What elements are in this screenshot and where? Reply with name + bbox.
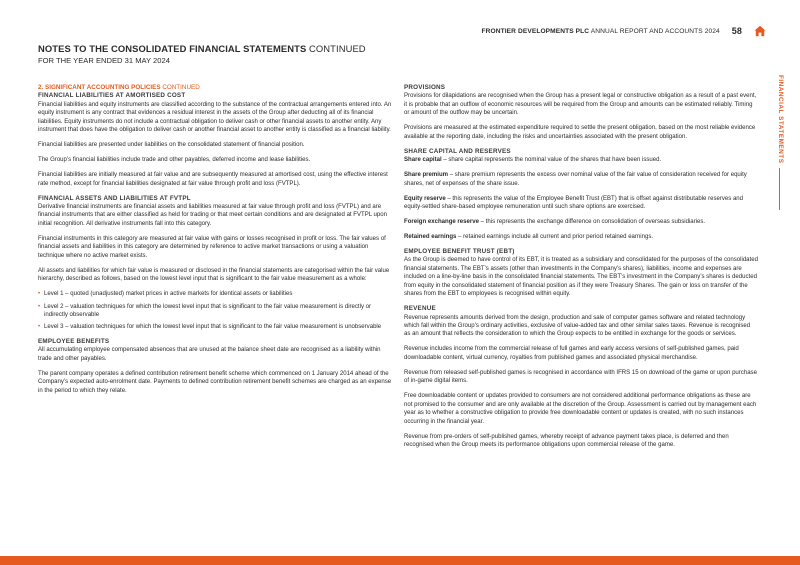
term-text: – this represents the exchange difference on consolidation of overseas subsidiaries. [478, 218, 706, 225]
paragraph: Provisions for dilapidations are recognised when the Group has a present legal or constructive obligation as a result of a past event, it is probable that an outflow of economic resources will be required from the Group and amounts can be estimated reliably. Timing or amount of the outflow may be uncertain. [404, 93, 757, 117]
title-continued: CONTINUED [309, 43, 366, 54]
term-label: Equity reserve [404, 195, 446, 202]
section-title: 2. SIGNIFICANT ACCOUNTING POLICIES [38, 84, 161, 91]
paragraph: Revenue from released self-published games is recognised in accordance with IFRS 15 on download of the game or upon purchase of in-game digital items. [404, 369, 757, 385]
page-number: 58 [731, 26, 742, 36]
term-text: – share capital represents the nominal value of the shares that have been issued. [441, 157, 662, 164]
side-tab-marker [779, 168, 780, 210]
heading-share-capital: SHARE CAPITAL AND RESERVES [404, 147, 511, 155]
paragraph: As the Group is deemed to have control of its EBT, it is treated as a subsidiary and consolidated for the purposes of the consolidated financial statements. The EBT’s assets (other than investments in the Company’s shares), liabilities, income and expenses are included on a line-by-line basis in the consolidated financial statements. The EBT’s investment in the Company’s shares is deducted from equity in the consolidated statement of financial position as if they were Treasury Shares. The gain or loss on transfer of the shares from the EBT to employees is recognised within equity. [404, 257, 758, 298]
section-side-tab[interactable] [777, 75, 787, 165]
page-header [482, 25, 766, 37]
header-text [482, 28, 720, 35]
company-name: FRONTIER DEVELOPMENTS PLC [481, 27, 590, 35]
paragraph: Financial liabilities are presented under liabilities on the consolidated statement of financial position. [38, 142, 305, 149]
heading-financial-liabilities: FINANCIAL LIABILITIES AT AMORTISED COST [38, 92, 186, 100]
term-text: – share premium represents the excess over nominal value of the fair value of consideration received for equity shares, net of expenses of the share issue. [404, 172, 747, 187]
report-name: ANNUAL REPORT AND ACCOUNTS 2024 [590, 27, 720, 35]
list-item: • Level 3 – valuation techniques for which the lowest level input that is significant to the fair value measurement is unobservable [38, 323, 392, 331]
section-continued: CONTINUED [162, 84, 200, 91]
paragraph: Financial liabilities are initially measured at fair value and are subsequently measured at amortised cost, using the effective interest rate method, except for financial liabilities designated at fair value through profit and loss (FVTPL). [38, 172, 388, 187]
paragraph: Financial liabilities and equity instruments are classified according to the substance of the contractual arrangements entered into. An equity instrument is any contract that evidences a residual interest in the assets of the Group after deducting all of its financial liabilities. Equity instruments do not include a contractual obligation to deliver cash or other financial assets to another entity. Any instrument that does have the obligation to deliver cash or another financial asset to another entity is classified as a financial liability. [38, 101, 392, 134]
term-text: – this represents the value of the Employee Benefit Trust (EBT) that is offset against distributable reserves and equity-settled share-based employee remuneration until such share options are exercised. [404, 195, 744, 210]
paragraph: Provisions are measured at the estimated expenditure required to settle the present obligation, based on the most reliable evidence available at the reporting date, including the risks and uncertainties associated with the present obligation. [404, 125, 756, 140]
paragraph: Derivative financial instruments are financial assets and liabilities measured at fair value through profit and loss (FVTPL) and are financial instruments that are either classified as held for trading or that meet certain conditions and are designated at FVTPL upon initial recognition. All derivative instruments fall into this category. [38, 203, 388, 227]
paragraph: Revenue includes income from the commercial release of full games and early access versions of self-published games, paid downloadable content, virtual currency, royalties from published games and associated physical merchandise. [404, 346, 739, 361]
term-label: Retained earnings [404, 233, 457, 240]
paragraph: All accumulating employee compensated absences that are unused at the balance sheet date are recognised as a liability within trade and other payables. [38, 347, 381, 362]
paragraph-share-premium [404, 171, 758, 188]
paragraph: Revenue from pre-orders of self-published games, whereby receipt of advance payment takes place, is deferred and then recognised when the Group meets its performance obligations upon commercial release of the game. [404, 433, 729, 448]
list-item: • Level 2 – valuation techniques for which the lowest level input that is significant to the fair value measurement is directly or indirectly observable [38, 303, 392, 320]
term-label: Foreign exchange reserve [404, 218, 479, 225]
term-label: Share premium [404, 172, 449, 179]
paragraph: Free downloadable content or updates provided to consumers are not considered additional performance obligations as these are not promised to the consumer and are only available at the discretion of the Group. Assessment is carried out by management each year as to whether a constructive obligation to provide free downloadable content or updates is created, with no such instances occurring in the financial year. [404, 393, 757, 425]
list-item: • Level 1 – quoted (unadjusted) market prices in active markets for identical assets or liabilities [38, 290, 392, 298]
paragraph: The Group’s financial liabilities include trade and other payables, deferred income and lease liabilities. [38, 157, 311, 164]
home-icon[interactable] [754, 25, 766, 37]
page-title [38, 43, 366, 54]
fair-value-levels-list [38, 290, 392, 332]
paragraph: Financial instruments in this category are measured at fair value with gains or losses recognised in profit or loss. The fair values of financial assets and liabilities in this category are determined by reference to active market transactions or using a valuation technique where no active market exists. [38, 235, 386, 259]
paragraph-retained-earnings [404, 233, 758, 241]
left-column [38, 84, 392, 402]
paragraph: Revenue represents amounts derived from the design, production and sale of computer games software and related technology which fall within the Group’s ordinary activities, exclusive of value-added tax and other similar sales taxes. Revenue is recognised as an amount that reflects the consideration to which the Group expects to be entitled in exchange for the goods or services. [404, 314, 751, 338]
paragraph-share-capital [404, 156, 758, 164]
paragraph-equity-reserve [404, 195, 758, 212]
paragraph: The parent company operates a defined contribution retirement benefit scheme which commenced on 1 January 2014 ahead of the Company’s expected auto-enrolment date. Payments to defined contribution retirement benefit schemes are charged as an expense in the period to which they relate. [38, 370, 392, 394]
section-heading [38, 84, 392, 92]
title-main: NOTES TO THE CONSOLIDATED FINANCIAL STATEMENTS [38, 43, 307, 54]
right-column [404, 84, 758, 456]
title-block [38, 43, 366, 65]
page-subtitle: FOR THE YEAR ENDED 31 MAY 2024 [38, 56, 170, 65]
footer-bar [0, 556, 800, 565]
heading-ebt: EMPLOYEE BENEFIT TRUST (EBT) [404, 247, 515, 255]
heading-employee-benefits: EMPLOYEE BENEFITS [38, 337, 110, 345]
heading-fvtpl: FINANCIAL ASSETS AND LIABILITIES AT FVTPL [38, 194, 191, 202]
paragraph-fx-reserve [404, 218, 758, 226]
heading-provisions: PROVISIONS [404, 84, 446, 91]
paragraph: All assets and liabilities for which fair value is measured or disclosed in the financial statements are categorised within the fair value hierarchy, described as follows, based on the lowest level input that is significant to the fair value measurement as a whole: [38, 267, 390, 283]
term-label: Share capital [404, 157, 442, 164]
term-text: – retained earnings include all current and prior period retained earnings. [456, 233, 654, 240]
side-tab-label: FINANCIAL STATEMENTS [777, 75, 784, 164]
heading-revenue: REVENUE [404, 305, 436, 313]
